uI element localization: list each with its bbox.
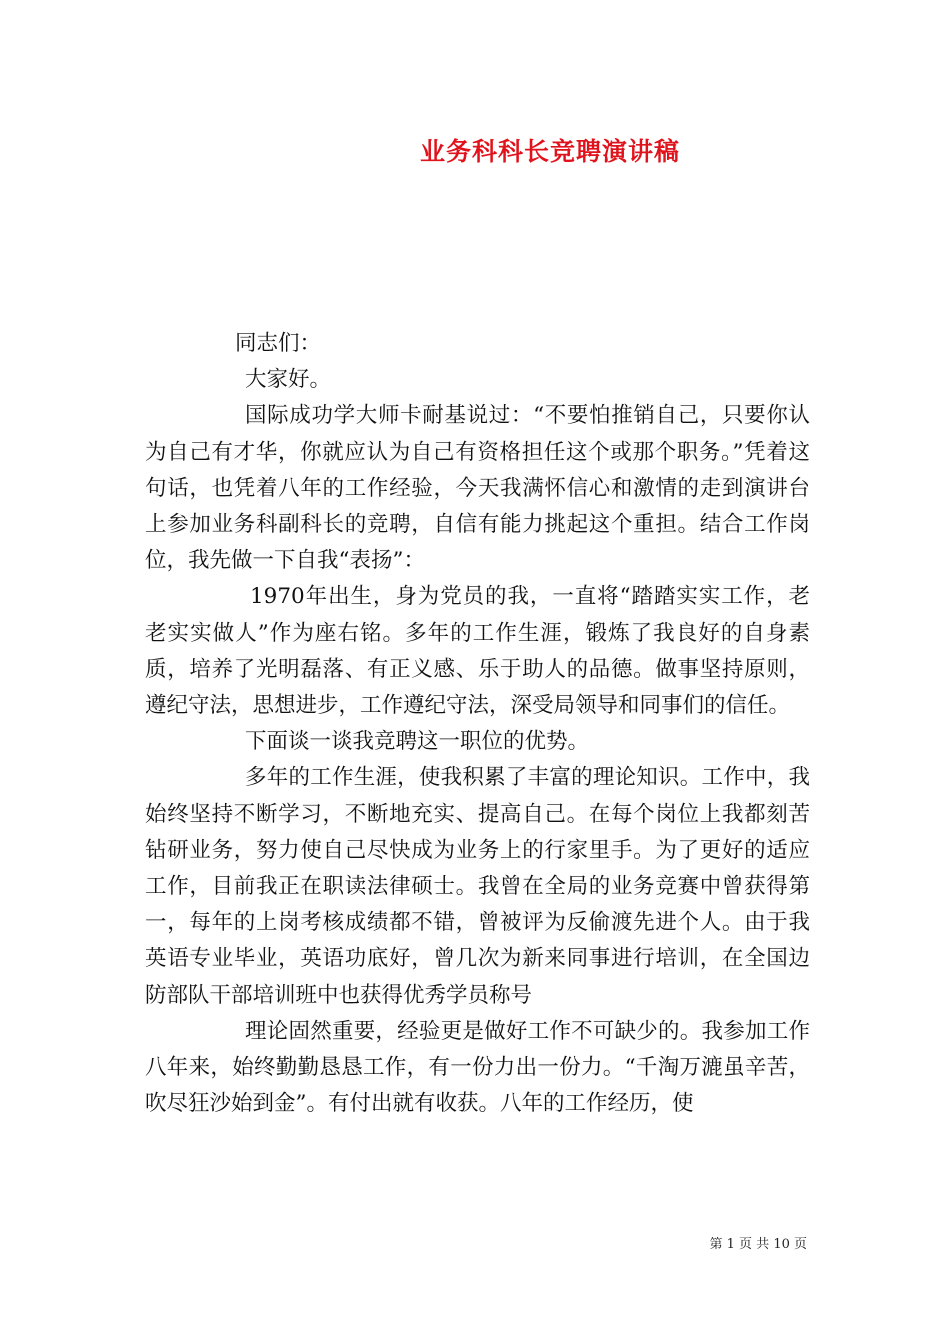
document-body (145, 326, 810, 1122)
page-number: 第 1 页 共 10 页 (709, 1237, 807, 1252)
salutation: 大家好。 (245, 367, 332, 393)
paragraph-2: 1970年出生，身为党员的我，一直将“踏踏实实工作，老老实实做人”作为座右铭。多年的工作生涯，锻炼了我良好的自身素质，培养了光明磊落、有正义感、乐于助人的品德。做事坚持原则，遵纪守法，思想进步，工作遵纪守法，深受局领导和同事们的信任。 (145, 584, 810, 719)
paragraph-4: 多年的工作生涯，使我积累了丰富的理论知识。工作中，我始终坚持不断学习，不断地充实、提高自己。在每个岗位上我都刻苦钻研业务，努力使自己尽快成为业务上的行家里手。为了更好的适应工作，目前我正在职读法律硕士。我曾在全局的业务竞赛中曾获得第一，每年的上岗考核成绩都不错，曾被评为反偷渡先进个人。由于我英语专业毕业，英语功底好，曾几次为新来同事进行培训，在全国边防部队干部培训班中也获得优秀学员称号 (145, 765, 810, 1008)
paragraph-3: 下面谈一谈我竞聘这一职位的优势。 (245, 729, 590, 755)
document-title: 业务科科长竞聘演讲稿 (419, 137, 680, 166)
greeting: 同志们： (235, 331, 322, 356)
paragraph-1: 国际成功学大师卡耐基说过：“不要怕推销自己，只要你认为自己有才华，你就应认为自己有资格担任这个或那个职务。”凭着这句话，也凭着八年的工作经验，今天我满怀信心和激情的走到演讲台上参加业务科副科长的竞聘，自信有能力挑起这个重担。结合工作岗位，我先做一下自我“表扬”： (145, 403, 810, 574)
paragraph-5: 理论固然重要，经验更是做好工作不可缺少的。我参加工作八年来，始终勤勤恳恳工作，有一份力出一份力。“千淘万漉虽辛苦，吹尽狂沙始到金”。有付出就有收获。八年的工作经历，使 (145, 1018, 810, 1117)
